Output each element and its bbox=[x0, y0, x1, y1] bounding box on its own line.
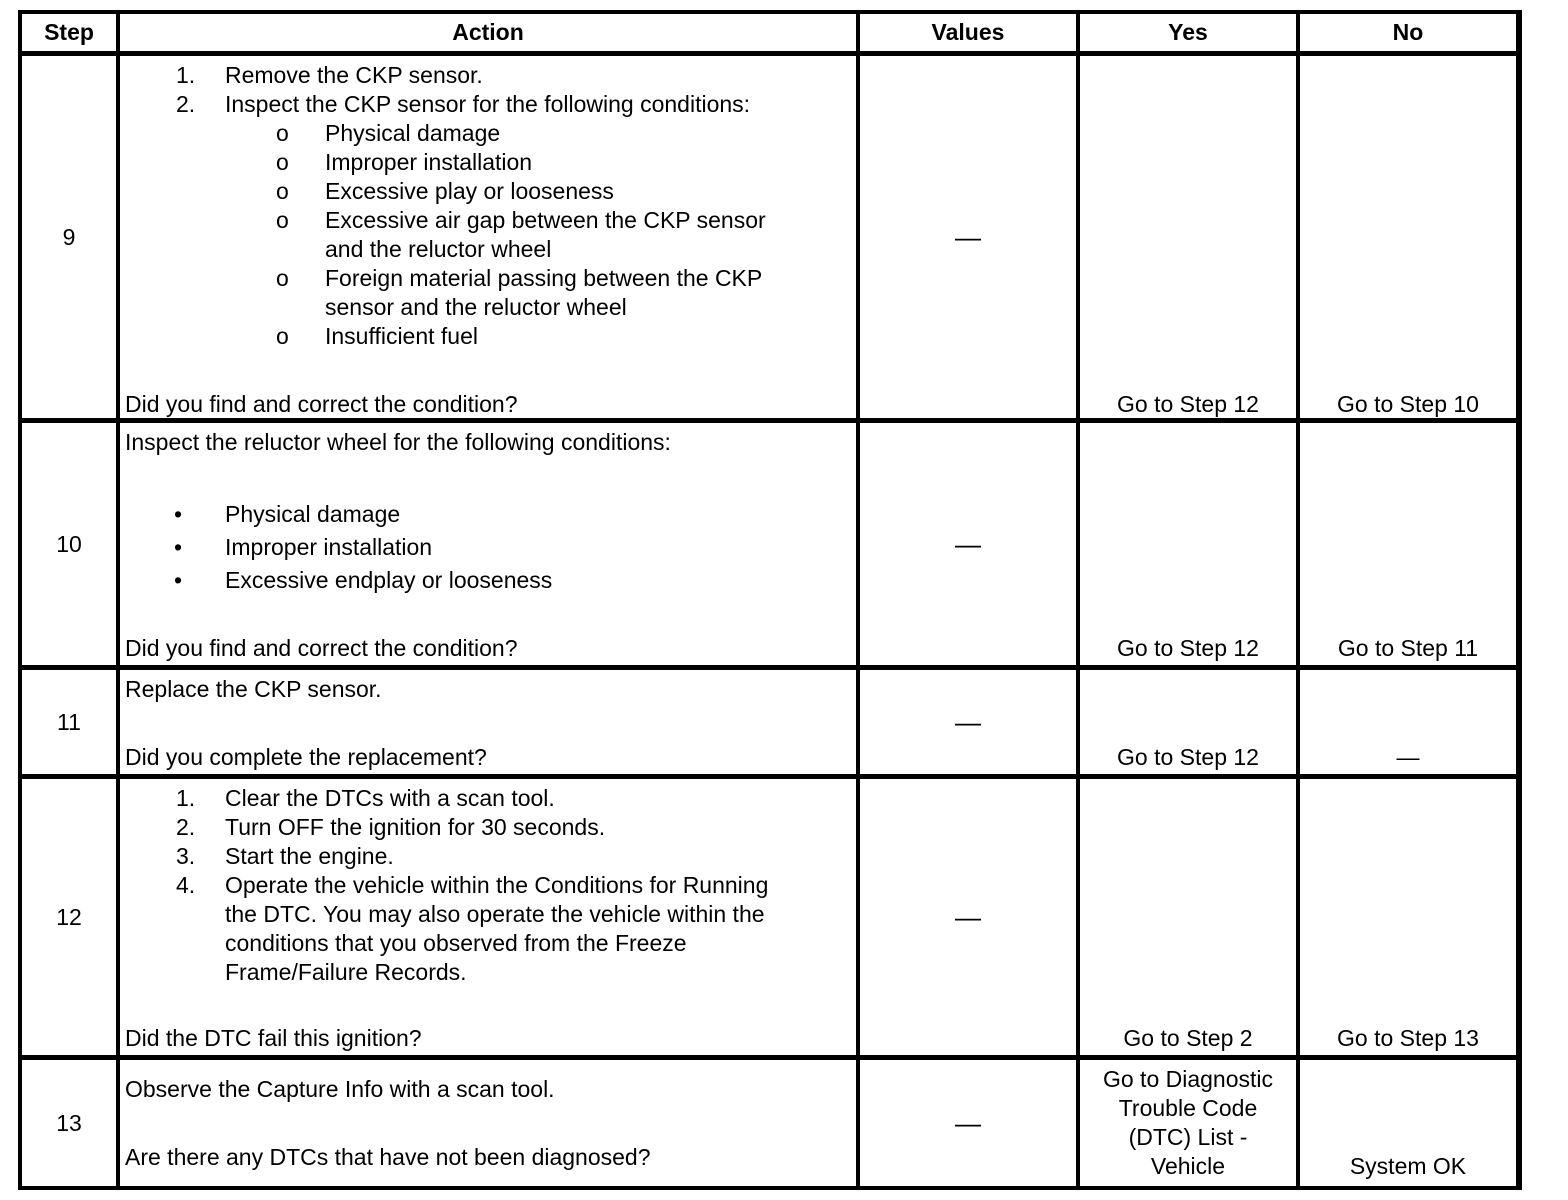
action-line-continued: the DTC. You may also operate the vehicle within the bbox=[225, 901, 765, 927]
sub-bullet: o bbox=[276, 149, 289, 175]
step-number-10: 10 bbox=[22, 423, 116, 665]
action-line-continued: Frame/Failure Records. bbox=[225, 959, 467, 985]
diagnostic-table bbox=[18, 10, 1522, 1190]
yes-link[interactable]: Go to Step 2 bbox=[1123, 1025, 1253, 1051]
action-cell-step-11 bbox=[120, 670, 856, 774]
sub-item: Excessive play or looseness bbox=[325, 178, 614, 204]
header-yes: Yes bbox=[1080, 14, 1296, 51]
action-line: Clear the DTCs with a scan tool. bbox=[225, 785, 555, 811]
action-cell-step-12 bbox=[120, 779, 856, 1055]
action-line: Remove the CKP sensor. bbox=[225, 62, 483, 88]
sub-item-continued: and the reluctor wheel bbox=[325, 236, 552, 262]
list-number: 1. bbox=[176, 785, 196, 811]
sub-bullet: o bbox=[276, 178, 289, 204]
list-number: 1. bbox=[176, 62, 196, 88]
step-number-13: 13 bbox=[22, 1060, 116, 1186]
no-cell-step-13 bbox=[1300, 1060, 1516, 1186]
header-values: Values bbox=[860, 14, 1076, 51]
no-cell-step-12 bbox=[1300, 779, 1516, 1055]
header-action: Action bbox=[120, 14, 856, 51]
action-line: Start the engine. bbox=[225, 843, 394, 869]
yes-link-line[interactable]: Vehicle bbox=[1150, 1153, 1226, 1179]
yes-cell-step-10 bbox=[1080, 423, 1296, 665]
question: Did you complete the replacement? bbox=[125, 744, 487, 770]
step-number-11: 11 bbox=[22, 670, 116, 774]
action-line: Observe the Capture Info with a scan tool. bbox=[125, 1076, 555, 1102]
action-line: Inspect the reluctor wheel for the following conditions: bbox=[125, 429, 671, 455]
sub-bullet: o bbox=[276, 120, 289, 146]
list-number: 2. bbox=[176, 91, 196, 117]
bullet: • bbox=[174, 567, 183, 593]
question: Did you find and correct the condition? bbox=[125, 635, 518, 661]
values-cell-step-10: — bbox=[860, 423, 1076, 665]
sub-item: Foreign material passing between the CKP bbox=[325, 265, 763, 291]
bullet-item: Improper installation bbox=[225, 534, 433, 560]
yes-link[interactable]: Go to Step 12 bbox=[1117, 635, 1259, 661]
question: Are there any DTCs that have not been diagnosed? bbox=[125, 1144, 651, 1170]
action-line: Replace the CKP sensor. bbox=[125, 676, 382, 702]
bullet-item: Physical damage bbox=[225, 501, 401, 527]
action-line: Turn OFF the ignition for 30 seconds. bbox=[225, 814, 606, 840]
no-link[interactable]: Go to Step 11 bbox=[1337, 635, 1479, 661]
question: Did the DTC fail this ignition? bbox=[125, 1025, 422, 1051]
no-link[interactable]: Go to Step 13 bbox=[1337, 1025, 1479, 1051]
action-cell-step-9 bbox=[120, 56, 856, 418]
sub-bullet: o bbox=[276, 207, 289, 233]
sub-bullet: o bbox=[276, 323, 289, 349]
yes-link[interactable]: Go to Step 12 bbox=[1117, 744, 1259, 770]
bullet-item: Excessive endplay or looseness bbox=[225, 567, 553, 593]
no-cell-step-10 bbox=[1300, 423, 1516, 665]
yes-link-line[interactable]: Trouble Code bbox=[1118, 1095, 1258, 1121]
list-number: 4. bbox=[176, 872, 196, 898]
action-cell-step-10 bbox=[120, 423, 856, 665]
list-number: 2. bbox=[176, 814, 196, 840]
sub-item: Insufficient fuel bbox=[325, 323, 479, 349]
sub-item: Excessive air gap between the CKP sensor bbox=[325, 207, 766, 233]
yes-cell-step-13 bbox=[1080, 1060, 1296, 1186]
values-cell-step-13: — bbox=[860, 1060, 1076, 1186]
action-line-continued: conditions that you observed from the Freeze bbox=[225, 930, 687, 956]
no-cell-step-9 bbox=[1300, 56, 1516, 418]
sub-item-continued: sensor and the reluctor wheel bbox=[325, 294, 627, 320]
sub-bullet: o bbox=[276, 265, 289, 291]
no-value: System OK bbox=[1349, 1153, 1467, 1179]
values-cell-step-11: — bbox=[860, 670, 1076, 774]
no-value: — bbox=[1396, 744, 1420, 770]
no-link[interactable]: Go to Step 10 bbox=[1337, 391, 1479, 417]
yes-cell-step-12 bbox=[1080, 779, 1296, 1055]
yes-link[interactable]: Go to Step 12 bbox=[1117, 391, 1259, 417]
header-step: Step bbox=[22, 14, 116, 51]
action-cell-step-13 bbox=[120, 1060, 856, 1186]
yes-link-line[interactable]: Go to Diagnostic bbox=[1102, 1066, 1274, 1092]
step-number-12: 12 bbox=[22, 779, 116, 1055]
action-line: Inspect the CKP sensor for the following conditions: bbox=[225, 91, 751, 117]
values-cell-step-9: — bbox=[860, 56, 1076, 418]
header-no: No bbox=[1300, 14, 1516, 51]
values-cell-step-12: — bbox=[860, 779, 1076, 1055]
bullet: • bbox=[174, 501, 183, 527]
bullet: • bbox=[174, 534, 183, 560]
yes-cell-step-9 bbox=[1080, 56, 1296, 418]
action-line: Operate the vehicle within the Conditions for Running bbox=[225, 872, 769, 898]
no-cell-step-11 bbox=[1300, 670, 1516, 774]
sub-item: Physical damage bbox=[325, 120, 501, 146]
sub-item: Improper installation bbox=[325, 149, 533, 175]
step-number-9: 9 bbox=[22, 56, 116, 418]
yes-cell-step-11 bbox=[1080, 670, 1296, 774]
question: Did you find and correct the condition? bbox=[125, 391, 518, 417]
yes-link-line[interactable]: (DTC) List - bbox=[1128, 1124, 1248, 1150]
list-number: 3. bbox=[176, 843, 196, 869]
